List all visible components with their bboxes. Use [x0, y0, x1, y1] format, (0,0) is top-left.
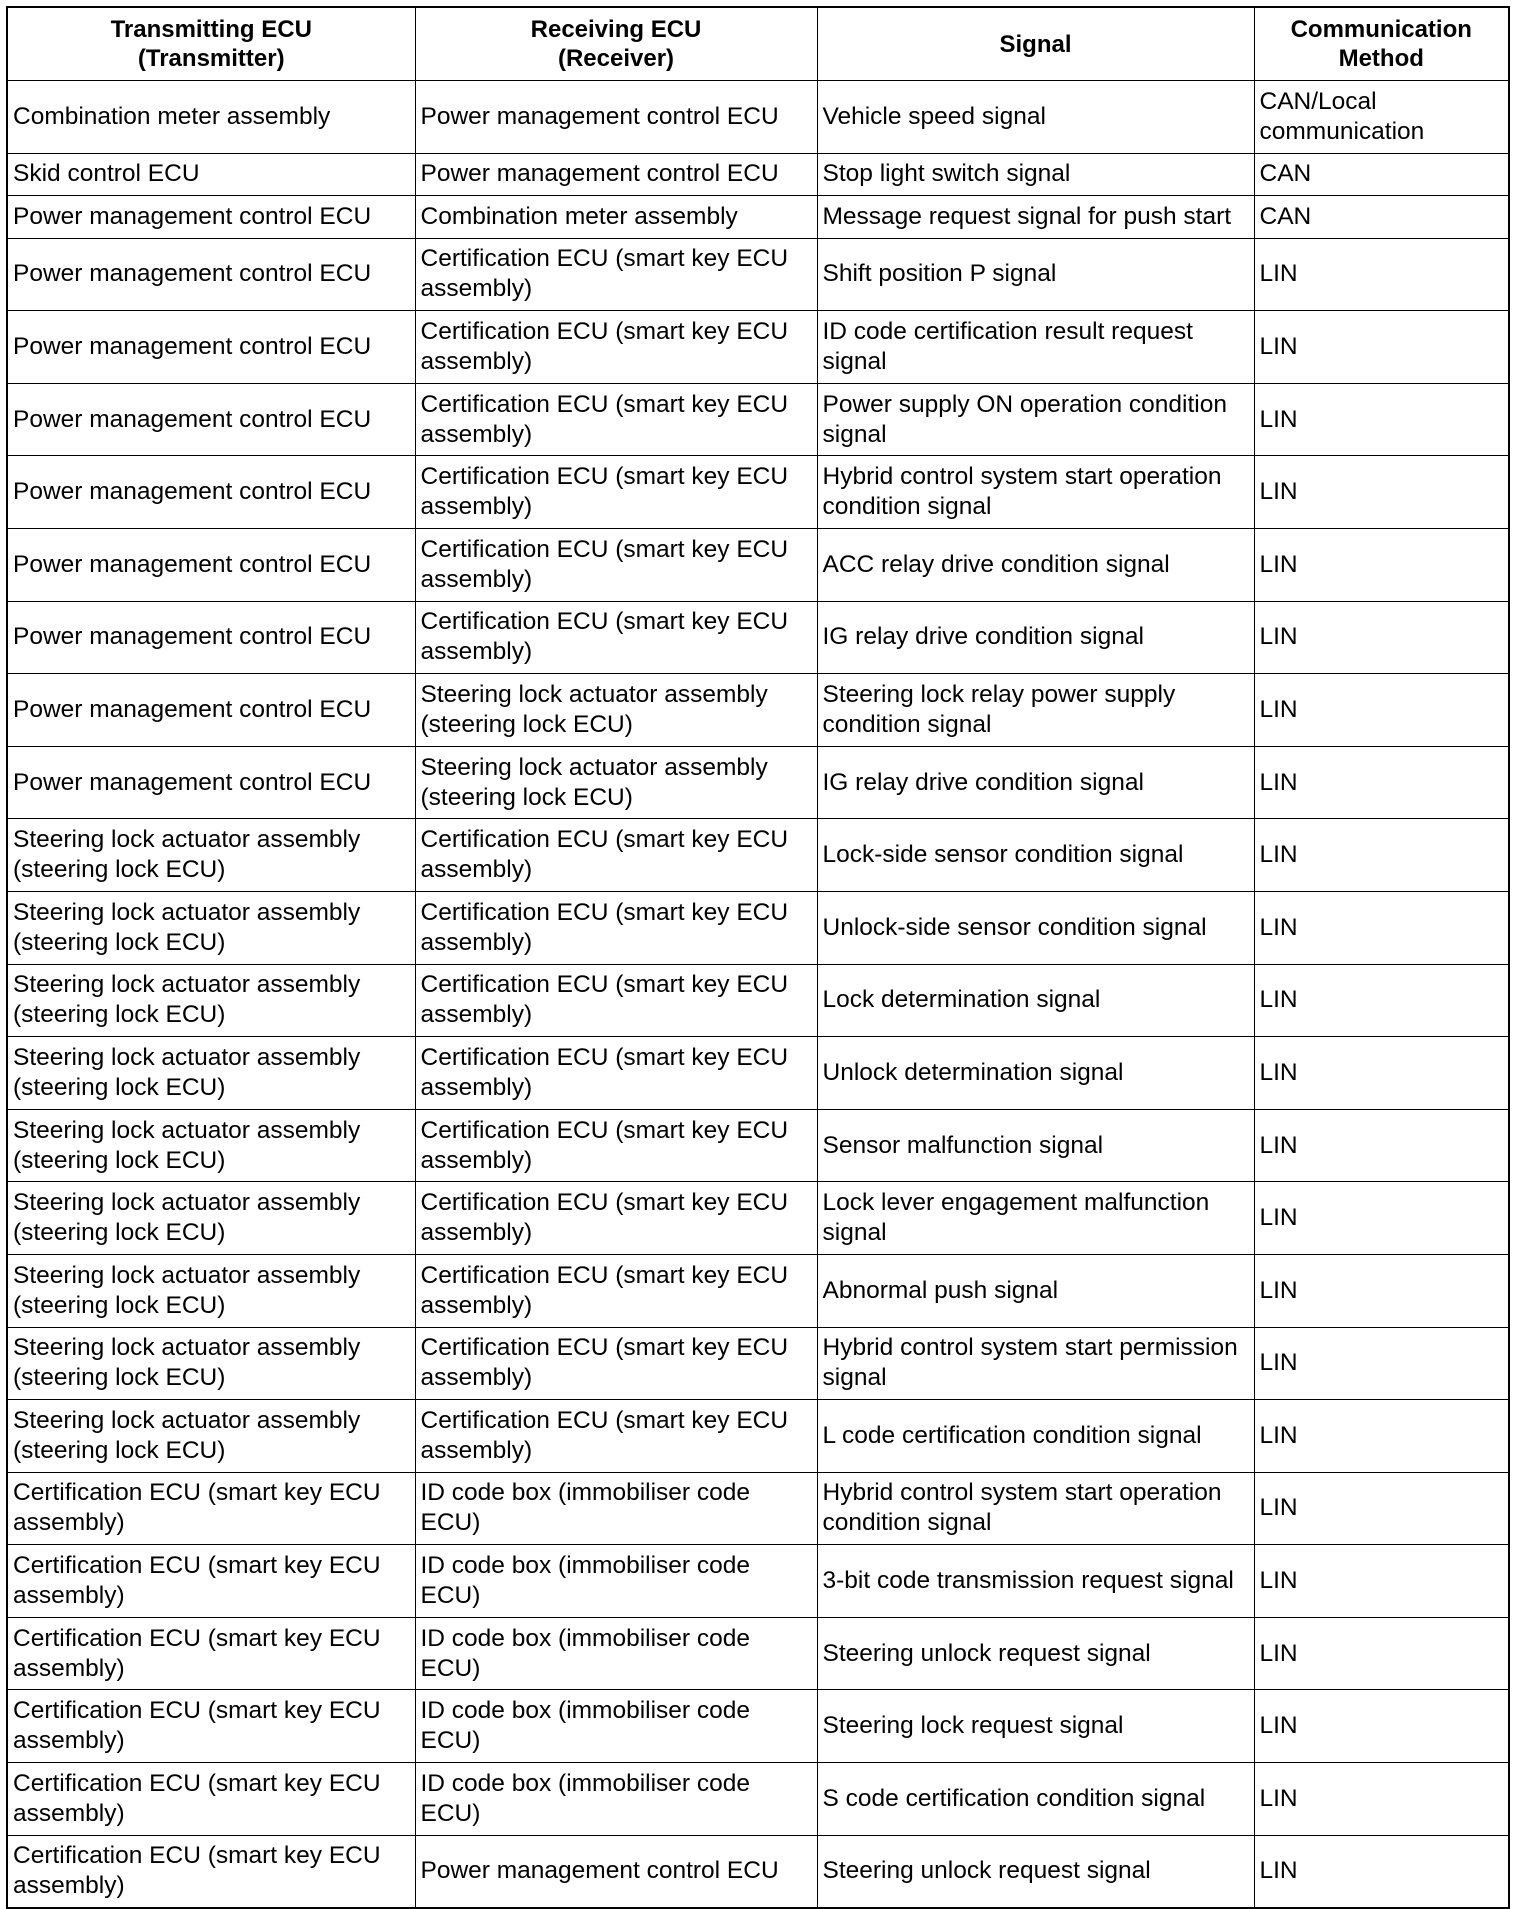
signal-cell: S code certification condition signal: [817, 1763, 1254, 1836]
receiver-cell: Certification ECU (smart key ECU assembly): [415, 601, 817, 674]
receiver-cell: Certification ECU (smart key ECU assembly): [415, 1400, 817, 1473]
transmitter-cell: Certification ECU (smart key ECU assembly): [7, 1617, 415, 1690]
signal-cell: Vehicle speed signal: [817, 81, 1254, 154]
signal-cell: Stop light switch signal: [817, 153, 1254, 196]
transmitter-cell: Power management control ECU: [7, 383, 415, 456]
signal-cell: IG relay drive condition signal: [817, 746, 1254, 819]
transmitter-cell: Certification ECU (smart key ECU assembly): [7, 1690, 415, 1763]
table-row: [7, 891, 1509, 964]
table-row: [7, 964, 1509, 1037]
method-cell: LIN: [1254, 1763, 1509, 1836]
signal-cell: Power supply ON operation condition signal: [817, 383, 1254, 456]
table-row: [7, 1400, 1509, 1473]
method-cell: LIN: [1254, 383, 1509, 456]
receiver-cell: ID code box (immobiliser code ECU): [415, 1690, 817, 1763]
receiver-cell: ID code box (immobiliser code ECU): [415, 1763, 817, 1836]
signal-cell: Hybrid control system start operation condition signal: [817, 1472, 1254, 1545]
transmitter-cell: Steering lock actuator assembly (steering lock ECU): [7, 1327, 415, 1400]
header-transmitting-ecu: [7, 7, 415, 81]
table-row: [7, 1835, 1509, 1908]
receiver-cell: Combination meter assembly: [415, 196, 817, 239]
table-row: [7, 1182, 1509, 1255]
transmitter-cell: Power management control ECU: [7, 528, 415, 601]
header-receiving-ecu: [415, 7, 817, 81]
table-row: [7, 81, 1509, 154]
signal-cell: Steering lock relay power supply condition signal: [817, 674, 1254, 747]
method-cell: LIN: [1254, 311, 1509, 384]
method-cell: LIN: [1254, 1400, 1509, 1473]
header-line: (Transmitter): [137, 45, 285, 72]
table-row: [7, 1690, 1509, 1763]
table-row: [7, 746, 1509, 819]
table-row: [7, 601, 1509, 674]
method-cell: LIN: [1254, 674, 1509, 747]
method-cell: LIN: [1254, 1472, 1509, 1545]
method-cell: LIN: [1254, 1690, 1509, 1763]
signal-cell: L code certification condition signal: [817, 1400, 1254, 1473]
transmitter-cell: Steering lock actuator assembly (steering lock ECU): [7, 1254, 415, 1327]
method-cell: LIN: [1254, 1327, 1509, 1400]
receiver-cell: Certification ECU (smart key ECU assembly): [415, 819, 817, 892]
transmitter-cell: Steering lock actuator assembly (steering lock ECU): [7, 819, 415, 892]
receiver-cell: Certification ECU (smart key ECU assembly): [415, 311, 817, 384]
receiver-cell: Certification ECU (smart key ECU assembly): [415, 456, 817, 529]
method-cell: LIN: [1254, 1254, 1509, 1327]
receiver-cell: Certification ECU (smart key ECU assembly): [415, 528, 817, 601]
signal-cell: 3-bit code transmission request signal: [817, 1545, 1254, 1618]
signal-cell: Steering unlock request signal: [817, 1617, 1254, 1690]
signal-cell: Lock-side sensor condition signal: [817, 819, 1254, 892]
transmitter-cell: Power management control ECU: [7, 311, 415, 384]
table-row: [7, 1472, 1509, 1545]
signal-cell: ID code certification result request signal: [817, 311, 1254, 384]
transmitter-cell: Power management control ECU: [7, 674, 415, 747]
receiver-cell: Steering lock actuator assembly (steering lock ECU): [415, 674, 817, 747]
header-line: Transmitting ECU: [110, 16, 312, 43]
method-cell: LIN: [1254, 1545, 1509, 1618]
method-cell: LIN: [1254, 964, 1509, 1037]
method-cell: LIN: [1254, 1109, 1509, 1182]
header-communication-method: [1254, 7, 1509, 81]
signal-cell: IG relay drive condition signal: [817, 601, 1254, 674]
table-body: [7, 81, 1509, 1908]
transmitter-cell: Steering lock actuator assembly (steering lock ECU): [7, 1400, 415, 1473]
method-cell: LIN: [1254, 238, 1509, 311]
signal-cell: ACC relay drive condition signal: [817, 528, 1254, 601]
transmitter-cell: Power management control ECU: [7, 196, 415, 239]
receiver-cell: ID code box (immobiliser code ECU): [415, 1617, 817, 1690]
receiver-cell: Steering lock actuator assembly (steering lock ECU): [415, 746, 817, 819]
transmitter-cell: Certification ECU (smart key ECU assembly): [7, 1545, 415, 1618]
table-row: [7, 456, 1509, 529]
signal-cell: Lock determination signal: [817, 964, 1254, 1037]
method-cell: LIN: [1254, 1617, 1509, 1690]
header-row: [7, 7, 1509, 81]
transmitter-cell: Power management control ECU: [7, 601, 415, 674]
receiver-cell: Certification ECU (smart key ECU assembly): [415, 964, 817, 1037]
receiver-cell: Certification ECU (smart key ECU assembly): [415, 238, 817, 311]
signal-cell: Abnormal push signal: [817, 1254, 1254, 1327]
transmitter-cell: Power management control ECU: [7, 238, 415, 311]
receiver-cell: Certification ECU (smart key ECU assembly): [415, 1254, 817, 1327]
signal-cell: Message request signal for push start: [817, 196, 1254, 239]
receiver-cell: Certification ECU (smart key ECU assembly): [415, 1109, 817, 1182]
signal-cell: Hybrid control system start operation condition signal: [817, 456, 1254, 529]
receiver-cell: ID code box (immobiliser code ECU): [415, 1545, 817, 1618]
transmitter-cell: Certification ECU (smart key ECU assembly): [7, 1763, 415, 1836]
method-cell: LIN: [1254, 1835, 1509, 1908]
signal-cell: Hybrid control system start permission signal: [817, 1327, 1254, 1400]
header-line: Communication: [1290, 16, 1472, 43]
receiver-cell: Certification ECU (smart key ECU assembly): [415, 1327, 817, 1400]
method-cell: CAN: [1254, 153, 1509, 196]
receiver-cell: Power management control ECU: [415, 153, 817, 196]
signal-cell: Steering unlock request signal: [817, 1835, 1254, 1908]
header-line: Receiving ECU: [530, 16, 702, 43]
transmitter-cell: Combination meter assembly: [7, 81, 415, 154]
receiver-cell: Certification ECU (smart key ECU assembly): [415, 383, 817, 456]
transmitter-cell: Steering lock actuator assembly (steering lock ECU): [7, 891, 415, 964]
header-line: Method: [1338, 45, 1424, 72]
transmitter-cell: Power management control ECU: [7, 746, 415, 819]
table-row: [7, 311, 1509, 384]
transmitter-cell: Power management control ECU: [7, 456, 415, 529]
transmitter-cell: Steering lock actuator assembly (steering lock ECU): [7, 1182, 415, 1255]
table-row: [7, 674, 1509, 747]
table-row: [7, 196, 1509, 239]
method-cell: LIN: [1254, 746, 1509, 819]
method-cell: CAN: [1254, 196, 1509, 239]
table-row: [7, 819, 1509, 892]
method-cell: LIN: [1254, 1182, 1509, 1255]
header-line: Signal: [999, 30, 1072, 58]
table-row: [7, 1109, 1509, 1182]
method-cell: LIN: [1254, 601, 1509, 674]
table-row: [7, 1763, 1509, 1836]
method-cell: LIN: [1254, 456, 1509, 529]
table-row: [7, 1037, 1509, 1110]
signal-cell: Steering lock request signal: [817, 1690, 1254, 1763]
transmitter-cell: Steering lock actuator assembly (steering lock ECU): [7, 1109, 415, 1182]
table-row: [7, 1545, 1509, 1618]
receiver-cell: Certification ECU (smart key ECU assembly): [415, 1037, 817, 1110]
signal-cell: Unlock-side sensor condition signal: [817, 891, 1254, 964]
table-row: [7, 1254, 1509, 1327]
header-signal: [817, 7, 1254, 81]
method-cell: LIN: [1254, 891, 1509, 964]
method-cell: CAN/Local communication: [1254, 81, 1509, 154]
table-row: [7, 1617, 1509, 1690]
receiver-cell: Certification ECU (smart key ECU assembly): [415, 1182, 817, 1255]
transmitter-cell: Steering lock actuator assembly (steering lock ECU): [7, 1037, 415, 1110]
table-row: [7, 1327, 1509, 1400]
method-cell: LIN: [1254, 528, 1509, 601]
receiver-cell: Certification ECU (smart key ECU assembly): [415, 891, 817, 964]
signal-cell: Unlock determination signal: [817, 1037, 1254, 1110]
method-cell: LIN: [1254, 1037, 1509, 1110]
signal-cell: Shift position P signal: [817, 238, 1254, 311]
receiver-cell: Power management control ECU: [415, 81, 817, 154]
method-cell: LIN: [1254, 819, 1509, 892]
communication-table: [6, 6, 1510, 1909]
table-row: [7, 238, 1509, 311]
receiver-cell: ID code box (immobiliser code ECU): [415, 1472, 817, 1545]
transmitter-cell: Certification ECU (smart key ECU assembly): [7, 1472, 415, 1545]
table-row: [7, 383, 1509, 456]
transmitter-cell: Skid control ECU: [7, 153, 415, 196]
receiver-cell: Power management control ECU: [415, 1835, 817, 1908]
transmitter-cell: Steering lock actuator assembly (steering lock ECU): [7, 964, 415, 1037]
table-row: [7, 528, 1509, 601]
table-row: [7, 153, 1509, 196]
signal-cell: Lock lever engagement malfunction signal: [817, 1182, 1254, 1255]
header-line: (Receiver): [557, 45, 675, 72]
transmitter-cell: Certification ECU (smart key ECU assembly): [7, 1835, 415, 1908]
signal-cell: Sensor malfunction signal: [817, 1109, 1254, 1182]
